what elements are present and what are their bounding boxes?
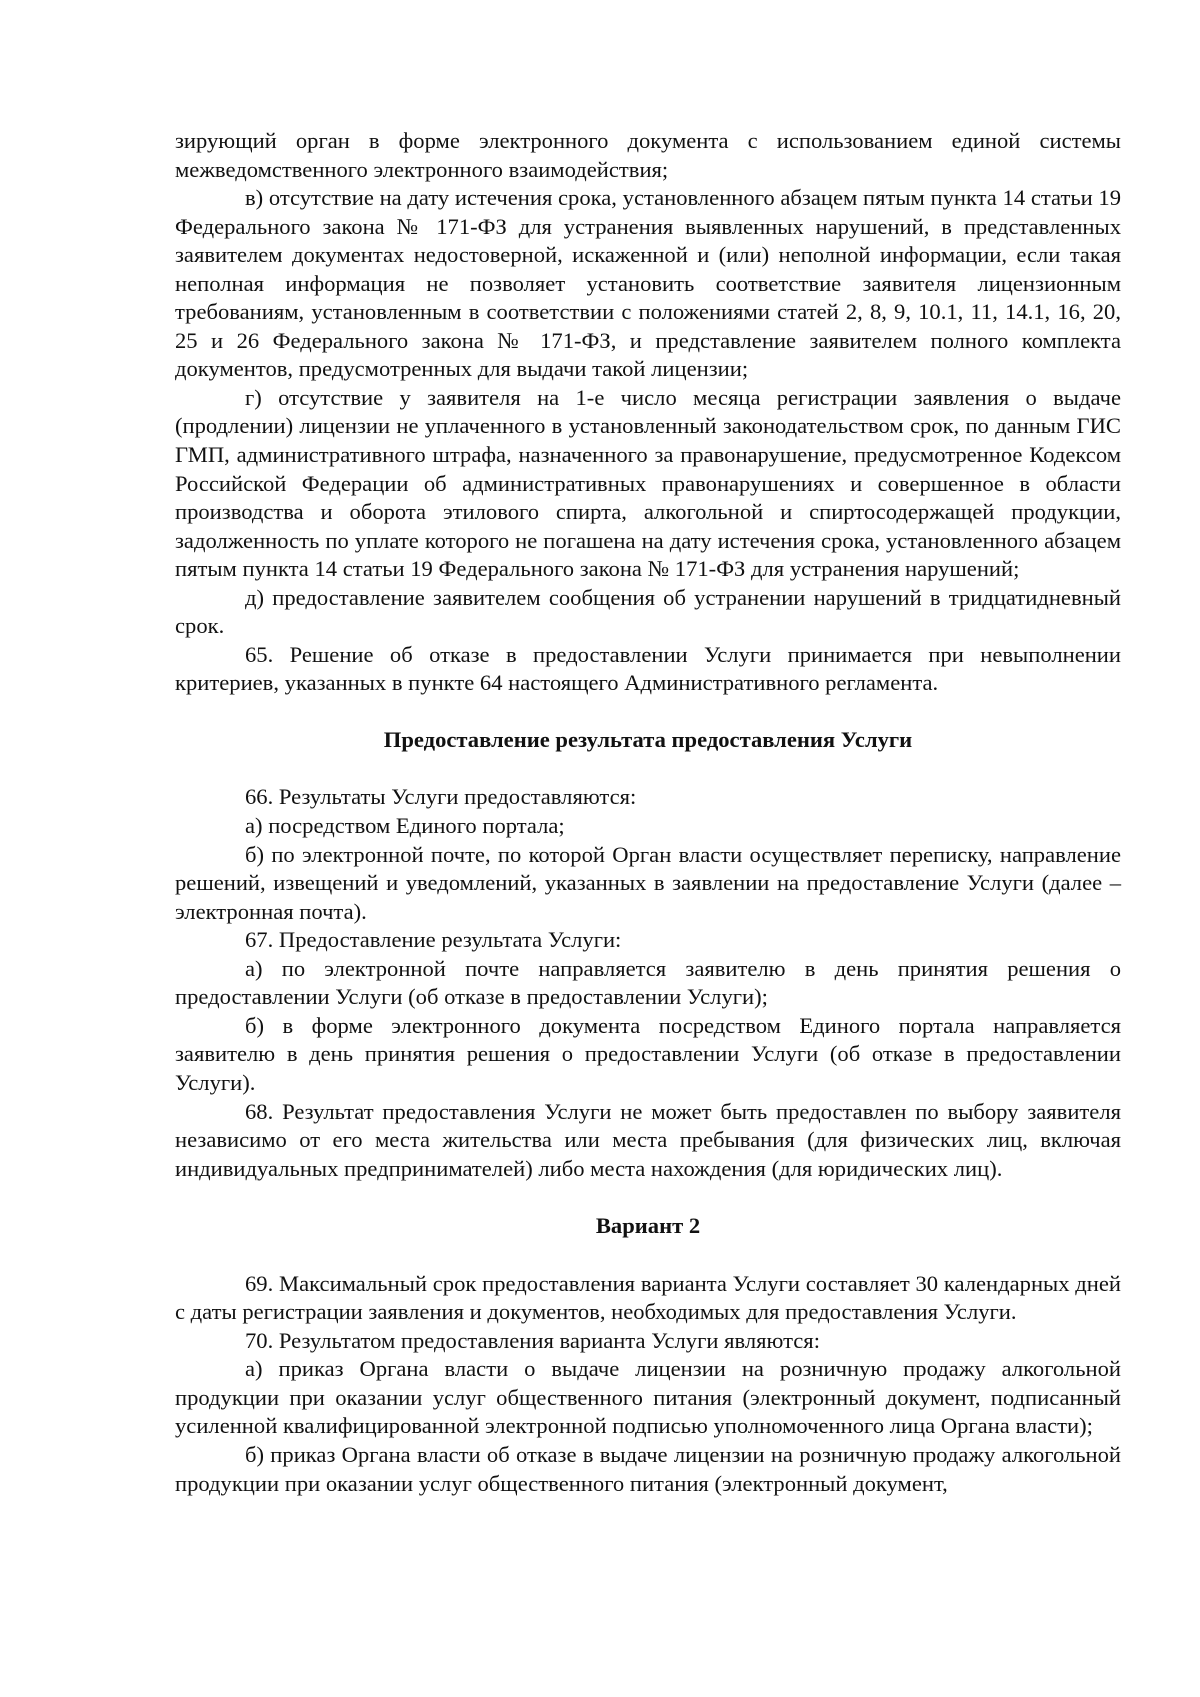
paragraph-68: 68. Результат предоставления Услуги не может быть предоставлен по выбору заявителя независимо от его места жительства или места пребывания (для физических лиц, включая индивидуальных предпринимателей) либо места нахождения (для юридических лиц).: [175, 1098, 1121, 1181]
paragraph-65: 65. Решение об отказе в предоставлении Услуги принимается при невыполнении критериев, указанных в пункте 64 настоящего Административного регламента.: [175, 641, 1121, 696]
paragraph-70-a: а) приказ Органа власти о выдаче лицензии на розничную продажу алкогольной продукции при оказании услуг общественного питания (электронный документ, подписанный усиленной квалифицированной электронной подписью уполномоченного лица Органа власти);: [175, 1356, 1121, 1439]
paragraph-item-v: в) отсутствие на дату истечения срока, установленного абзацем пятым пункта 14 статьи 19 Федерального закона № 171-ФЗ для устранения выявленных нарушений, в представленных заявителем документах недостоверной, искаженной и (или) неполной информации, если такая неполная информация не позволяет установить соответствие заявителя лицензионным требованиям, установленным в соответствии с положениями статей 2, 8, 9, 10.1, 11, 14.1, 16, 20, 25 и 26 Федерального закона № 171-ФЗ, и представление заявителем полного комплекта документов, предусмотренных для выдачи такой лицензии;: [175, 185, 1121, 382]
paragraph-item-d: д) предоставление заявителем сообщения об устранении нарушений в тридцатидневный срок.: [175, 584, 1121, 639]
paragraph-66: 66. Результаты Услуги предоставляются:: [245, 784, 637, 810]
section-heading-variant-2: Вариант 2: [595, 1213, 701, 1239]
paragraph-66-b: б) по электронной почте, по которой Орган власти осуществляет переписку, направление решений, извещений и уведомлений, указанных в заявлении на предоставление Услуги (далее – электронная почта).: [175, 841, 1121, 924]
paragraph-item-g: г) отсутствие у заявителя на 1-е число месяца регистрации заявления о выдаче (продлении) лицензии не уплаченного в установленный законодательством срок, по данным ГИС ГМП, административного штрафа, назначенного за правонарушение, предусмотренное Кодексом Российской Федерации об административных правонарушениях и совершенное в области производства и оборота этилового спирта, алкогольной и спиртосодержащей продукции, задолженность по уплате которого не погашена на дату истечения срока, установленного абзацем пятым пункта 14 статьи 19 Федерального закона № 171-ФЗ для устранения нарушений;: [175, 384, 1121, 582]
paragraph-70-b: б) приказ Органа власти об отказе в выдаче лицензии на розничную продажу алкогольной продукции при оказании услуг общественного питания (электронный документ,: [175, 1441, 1121, 1496]
paragraph-70: 70. Результатом предоставления варианта Услуги являются:: [245, 1327, 820, 1353]
paragraph-66-a: а) посредством Единого портала;: [245, 813, 565, 839]
document-page: [175, 127, 1121, 1498]
paragraph-continuation: зирующий орган в форме электронного документа с использованием единой системы межведомственного электронного взаимодействия;: [175, 128, 1121, 182]
paragraph-67-b: б) в форме электронного документа посредством Единого портала направляется заявителю в день принятия решения о предоставлении Услуги (об отказе в предоставлении Услуги).: [175, 1012, 1121, 1095]
paragraph-67-a: а) по электронной почте направляется заявителю в день принятия решения о предоставлении Услуги (об отказе в предоставлении Услуги);: [175, 955, 1121, 1010]
paragraph-67: 67. Предоставление результата Услуги:: [245, 927, 622, 953]
paragraph-69: 69. Максимальный срок предоставления варианта Услуги составляет 30 календарных дней с даты регистрации заявления и документов, необходимых для предоставления Услуги.: [175, 1270, 1121, 1325]
section-heading-result: Предоставление результата предоставления Услуги: [383, 726, 913, 752]
